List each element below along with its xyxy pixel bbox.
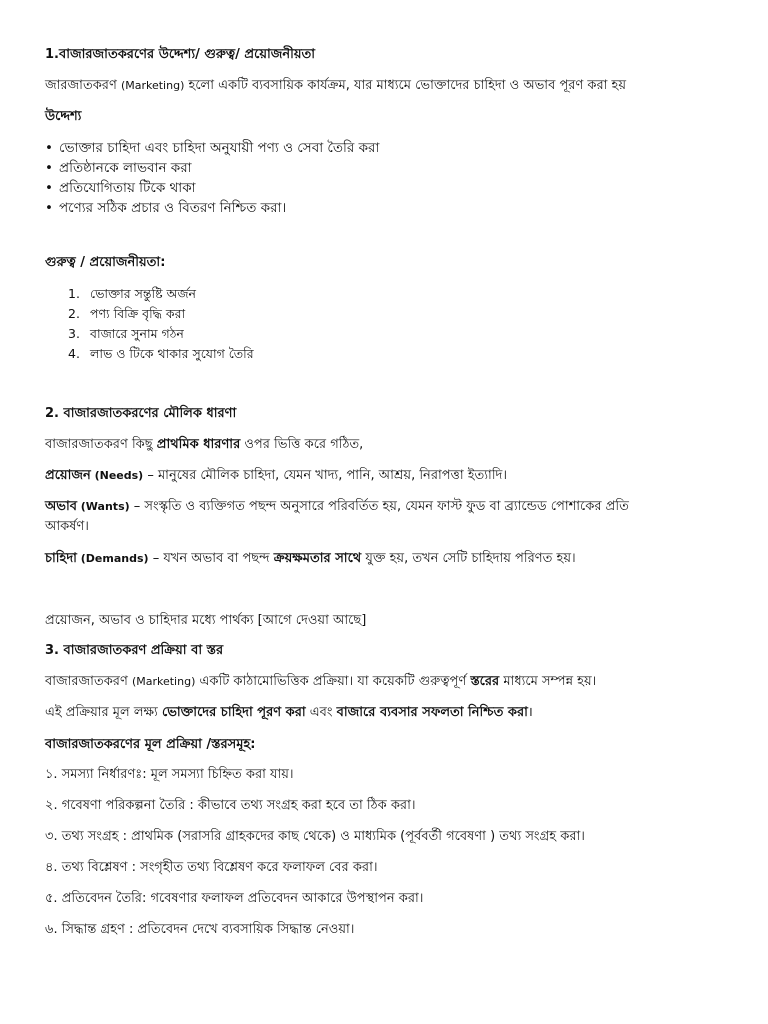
list-item: ৬. সিদ্ধান্ত গ্রহণ : প্রতিবেদন দেখে ব্যবসায়িক সিদ্ধান্ত নেওয়া।: [45, 922, 355, 937]
list-item: 1. ভোক্তার সন্তুষ্টি অর্জন: [68, 286, 197, 301]
list-item: ৪. তথ্য বিশ্লেষণ : সংগৃহীত তথ্য বিশ্লেষণ করে ফলাফল বের করা।: [45, 860, 378, 875]
section-3-heading: 3. বাজারজাতকরণ প্রক্রিয়া বা স্তর: [45, 643, 224, 658]
concept-intro: বাজারজাতকরণ কিছু প্রাথমিক ধারণার ওপর ভিত্তি করে গঠিত,: [45, 437, 364, 452]
list-item: 2. পণ্য বিক্রি বৃদ্ধি করা: [68, 306, 186, 321]
list-item: • পণ্যের সঠিক প্রচার ও বিতরণ নিশ্চিত করা।: [45, 198, 379, 218]
list-item: 4. লাভ ও টিকে থাকার সুযোগ তৈরি: [68, 346, 254, 361]
list-item: • ভোক্তার চাহিদা এবং চাহিদা অনুযায়ী পণ্য ও সেবা তৈরি করা: [45, 138, 379, 158]
process-intro: বাজারজাতকরণ (Marketing) একটি কাঠামোভিত্তিক প্রক্রিয়া। যা কয়েকটি গুরুত্বপূর্ণ স্তরের মাধ্যমে সম্পন্ন হয়।: [45, 674, 597, 689]
difference-note: প্রয়োজন, অভাব ও চাহিদার মধ্যে পার্থক্য [আগে দেওয়া আছে]: [45, 613, 367, 628]
steps-heading: বাজারজাতকরণের মূল প্রক্রিয়া /স্তরসমূহ:: [45, 737, 256, 752]
purpose-heading: উদ্দেশ্য: [45, 109, 82, 124]
process-goal: এই প্রক্রিয়ার মূল লক্ষ্য ভোক্তাদের চাহিদা পূরণ করা এবং বাজারে ব্যবসার সফলতা নিশ্চিত করা।: [45, 705, 533, 720]
list-item: ৩. তথ্য সংগ্রহ : প্রাথমিক (সরাসরি গ্রাহকদের কাছ থেকে) ও মাধ্যমিক (পূর্ববর্তী গবেষণা ) তথ্য সংগ্রহ করা।: [45, 829, 585, 844]
section-2-heading: 2. বাজারজাতকরণের মৌলিক ধারণা: [45, 406, 237, 421]
list-item: ২. গবেষণা পরিকল্পনা তৈরি : কীভাবে তথ্য সংগ্রহ করা হবে তা ঠিক করা।: [45, 798, 416, 813]
wants-definition: অভাব (Wants) – সংস্কৃতি ও ব্যক্তিগত পছন্দ অনুসারে পরিবর্তিত হয়, যেমন ফাস্ট ফুড বা ব্র্যান্ডেড পোশাকের প্রতি: [45, 499, 629, 514]
list-item: 3. বাজারে সুনাম গঠন: [68, 326, 184, 341]
importance-heading: গুরুত্ব / প্রয়োজনীয়তা:: [45, 255, 166, 270]
importance-numbered-list: [68, 284, 254, 364]
needs-definition: প্রয়োজন (Needs) – মানুষের মৌলিক চাহিদা, যেমন খাদ্য, পানি, আশ্রয়, নিরাপত্তা ইত্যাদি।: [45, 468, 508, 483]
list-item: • প্রতিযোগিতায় টিকে থাকা: [45, 178, 379, 198]
list-item: ৫. প্রতিবেদন তৈরি: গবেষণার ফলাফল প্রতিবেদন আকারে উপস্থাপন করা।: [45, 891, 424, 906]
marketing-definition: জারজাতকরণ (Marketing) হলো একটি ব্যবসায়িক কার্যক্রম, যার মাধ্যমে ভোক্তাদের চাহিদা ও অভাব পূরণ করা হয়: [45, 78, 627, 93]
list-item: • প্রতিষ্ঠানকে লাভবান করা: [45, 158, 379, 178]
wants-definition-cont: আকর্ষণ।: [45, 519, 89, 534]
section-1-heading: 1.বাজারজাতকরণের উদ্দেশ্য/ গুরুত্ব/ প্রয়োজনীয়তা: [45, 47, 316, 62]
purpose-bullet-list: [45, 138, 379, 218]
list-item: ১. সমস্যা নির্ধারণঃ: মূল সমস্যা চিহ্নিত করা যায়।: [45, 767, 294, 782]
demands-definition: চাহিদা (Demands) – যখন অভাব বা পছন্দ ক্রয়ক্ষমতার সাথে যুক্ত হয়, তখন সেটি চাহিদায় পরিণত হয়।: [45, 551, 576, 566]
